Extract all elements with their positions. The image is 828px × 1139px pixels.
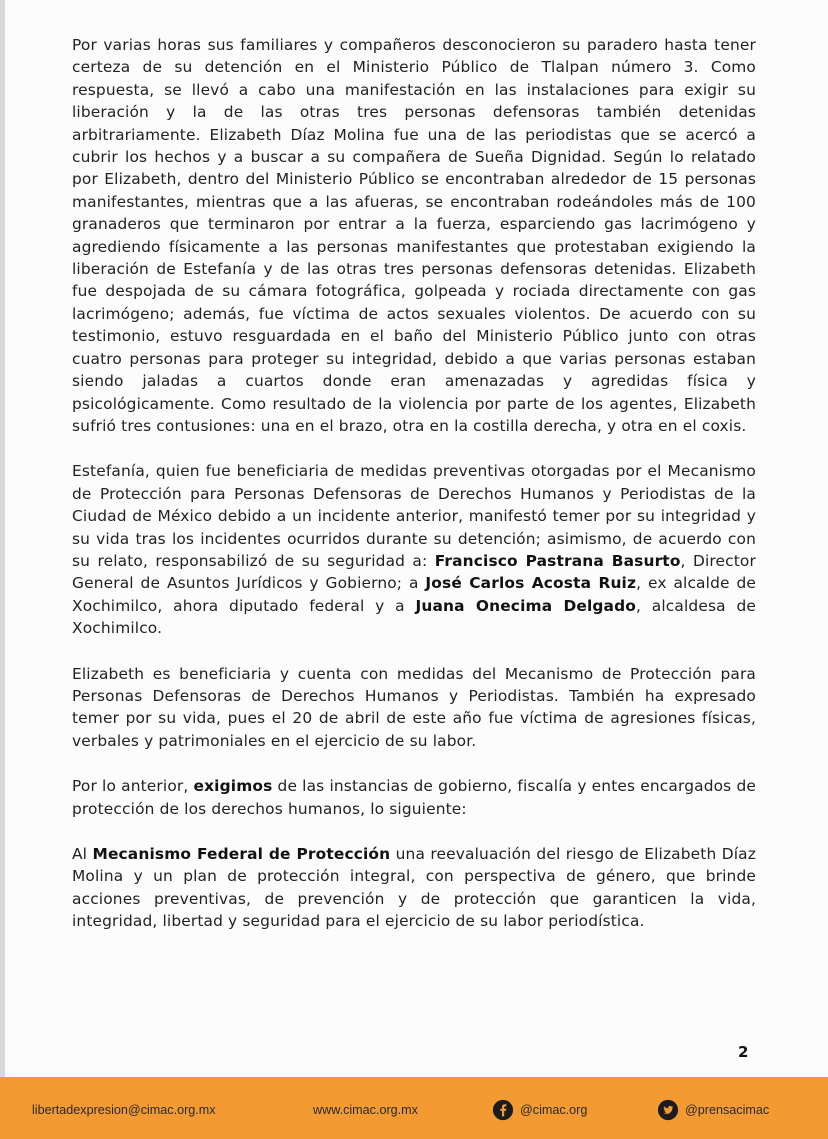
- paragraph-2-text-3: , ex alcalde de Xochimilco, ahora diputado federal y a: [72, 574, 756, 615]
- footer-facebook-link[interactable]: [492, 1099, 587, 1121]
- paragraph-3: Elizabeth es beneficiaria y cuenta con medidas del Mecanismo de Protección para Personas Defensoras de Derechos Humanos y Periodistas. También ha expresado temer por su vida, pues el 20 de abril de este año fue víctima de agresiones físicas, verbales y patrimoniales en el ejercicio de su labor.: [72, 664, 756, 750]
- page-number: 2: [738, 1043, 749, 1061]
- footer-twitter-link[interactable]: [657, 1099, 769, 1121]
- exigimos-emphasis: exigimos: [193, 777, 273, 796]
- paragraph-2-text-1: Estefanía, quien fue beneficiaria de medidas preventivas otorgadas por el Mecanismo de Protección para Personas Defensoras de Derechos Humanos y Periodistas de la Ciudad de México debido a un incidente anterior, manifestó temer por su integridad y su vida tras los incidentes ocurridos durante su detención; asimismo, de acuerdo con su relato, responsabilizó de su seguridad a:: [72, 462, 756, 570]
- footer-twitter-handle: @prensacimac: [685, 1103, 770, 1117]
- paragraph-1: Por varias horas sus familiares y compañeros desconocieron su paradero hasta tener certeza de su detención en el Ministerio Público de Tlalpan número 3. Como respuesta, se llevó a cabo una manifestación en las instalaciones para exigir su liberación y la de las otras tres personas defensoras también detenidas arbitrariamente. Elizabeth Díaz Molina fue una de las periodistas que se acercó a cubrir los hechos y a buscar a su compañera de Sueña Dignidad. Según lo relatado por Elizabeth, dentro del Ministerio Público se encontraban alrededor de 15 personas manifestantes, mientras que a las afueras, se encontraban rodeándoles más de 100 granaderos que terminaron por entrar a la fuerza, esparciendo gas lacrimógeno y agrediendo físicamente a las personas manifestantes que protestaban exigiendo la liberación de Estefanía y de las otras tres personas defensoras detenidas. Elizabeth fue despojada de su cámara fotográfica, golpeada y rociada directamente con gas lacrimógeno; además, fue víctima de actos sexuales violentos. De acuerdo con su testimonio, estuvo resguardada en el baño del Ministerio Público junto con otras cuatro personas para proteger su integridad, debido a que varias personas estaban siendo jaladas a cuartos donde eran amenazadas y agredidas física y psicológicamente. Como resultado de la violencia por parte de los agentes, Elizabeth sufrió tres contusiones: una en el brazo, otra en la costilla derecha, y otra en el coxis.: [72, 36, 756, 435]
- paragraph-2-text-2: , Director General de Asuntos Jurídicos y Gobierno; a: [72, 551, 756, 593]
- footer-facebook-handle: @cimac.org: [520, 1103, 588, 1117]
- paragraph-5-text-1: Al: [72, 845, 93, 863]
- footer-email-link[interactable]: libertadexpresion@cimac.org.mx: [32, 1103, 216, 1117]
- name-juana-onecima: Juana Onecima Delgado: [415, 596, 636, 615]
- name-francisco-pastrana: Francisco Pastrana Basurto: [434, 551, 681, 570]
- document-body: [72, 34, 756, 956]
- paragraph-2-text-4: , alcaldesa de Xochimilco.: [72, 596, 756, 638]
- paragraph-4-text-1: Por lo anterior,: [72, 777, 194, 796]
- name-jose-carlos-acosta: José Carlos Acosta Ruiz: [425, 574, 637, 593]
- footer-bar: [0, 1077, 828, 1139]
- paragraph-4: [72, 775, 756, 820]
- paragraph-5-text-2: una reevaluación del riesgo de Elizabeth Díaz Molina y un plan de protección integral, con perspectiva de género, que brinde acciones preventivas, de prevención y de protección que garanticen la vida, integridad, libertad y seguridad para el ejercicio de su labor periodística.: [72, 845, 756, 931]
- paragraph-5: [72, 843, 756, 933]
- twitter-icon: [657, 1099, 679, 1121]
- paragraph-2: [72, 460, 756, 639]
- mecanismo-federal-emphasis: Mecanismo Federal de Protección: [92, 845, 391, 863]
- facebook-icon: [492, 1099, 514, 1121]
- paragraph-4-text-2: de las instancias de gobierno, fiscalía y entes encargados de protección de los derechos humanos, lo siguiente:: [72, 777, 756, 818]
- page-edge: [0, 0, 5, 1139]
- footer-website-link[interactable]: www.cimac.org.mx: [313, 1103, 418, 1117]
